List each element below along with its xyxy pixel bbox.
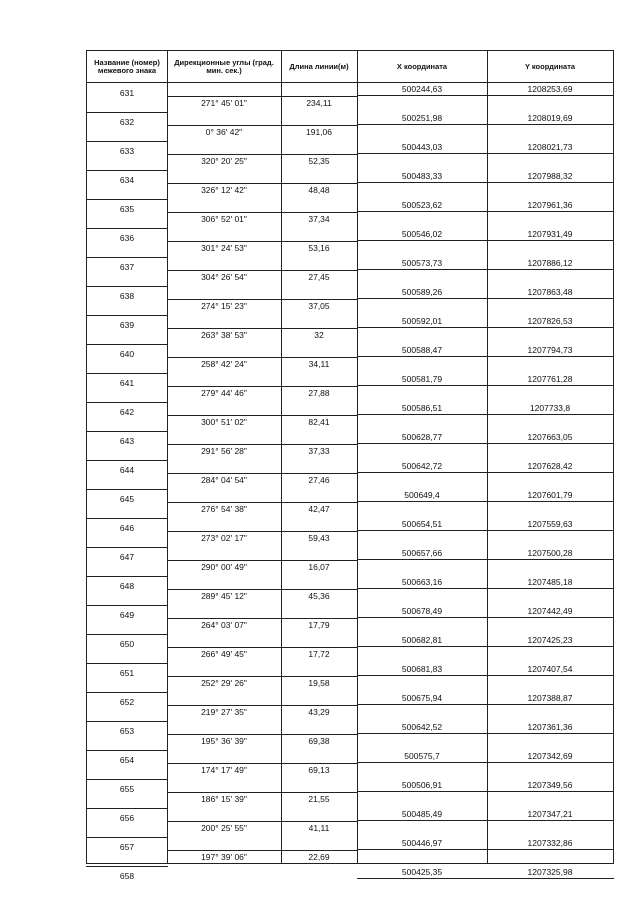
point-row-border: [86, 779, 168, 780]
segment-row-border: [167, 647, 358, 648]
y-coordinate: 1207826,53: [527, 316, 573, 326]
point-name: 657: [119, 842, 135, 852]
y-coordinate: 1207559,63: [527, 519, 573, 529]
header-line-length: Длина линии(м): [289, 61, 349, 71]
direction-angle: 258° 42' 24": [201, 359, 247, 369]
coordinate-row-border: [357, 298, 614, 299]
coordinate-row-border: [357, 762, 614, 763]
coordinate-row-border: [357, 878, 614, 879]
point-name: 656: [119, 813, 135, 823]
direction-angle: 304° 26' 54": [201, 272, 247, 282]
segment-row-border: [167, 328, 358, 329]
x-coordinate: 500483,33: [401, 171, 443, 181]
line-length: 17,72: [308, 649, 330, 659]
y-coordinate: 1208253,69: [527, 84, 573, 94]
line-length: 34,11: [308, 359, 330, 369]
table-border-left: [86, 50, 87, 863]
line-length: 53,16: [308, 243, 330, 253]
x-coordinate: 500654,51: [401, 519, 443, 529]
y-coordinate: 1207961,36: [527, 200, 573, 210]
y-coordinate: 1207332,86: [527, 838, 573, 848]
x-coordinate: 500628,77: [401, 432, 443, 442]
coordinate-row-border: [357, 675, 614, 676]
direction-angle: 263° 38' 53": [201, 330, 247, 340]
y-coordinate: 1207342,69: [527, 751, 573, 761]
line-length: 22,69: [308, 852, 330, 862]
x-coordinate: 500575,7: [404, 751, 440, 761]
x-coordinate: 500642,72: [401, 461, 443, 471]
line-length: 69,38: [308, 736, 330, 746]
coordinate-row-border: [357, 501, 614, 502]
y-coordinate: 1207988,32: [527, 171, 573, 181]
point-name: 658: [119, 871, 135, 881]
point-row-border: [86, 692, 168, 693]
line-length: 21,55: [308, 794, 330, 804]
coordinate-row-border: [357, 269, 614, 270]
x-coordinate: 500592,01: [401, 316, 443, 326]
header-y-coordinate: Y координата: [524, 61, 576, 71]
point-row-border: [86, 605, 168, 606]
direction-angle: 195° 36' 39": [201, 736, 247, 746]
y-coordinate: 1207500,28: [527, 548, 573, 558]
point-row-border: [86, 750, 168, 751]
header-point-name: Название (номер) межевого знака: [94, 57, 160, 75]
point-name: 654: [119, 755, 135, 765]
point-row-border: [86, 460, 168, 461]
coordinate-row-border: [357, 124, 614, 125]
point-name: 641: [119, 378, 135, 388]
point-row-border: [86, 431, 168, 432]
segment-row-border: [167, 473, 358, 474]
header-direction-angle: Дирекционные углы (град. мин. сек.): [174, 57, 274, 75]
point-row-border: [86, 315, 168, 316]
direction-angle: 219° 27' 35": [201, 707, 247, 717]
x-coordinate: 500642,52: [401, 722, 443, 732]
y-coordinate: 1207361,36: [527, 722, 573, 732]
x-coordinate: 500675,94: [401, 693, 443, 703]
x-coordinate: 500588,47: [401, 345, 443, 355]
coordinate-row-border: [357, 443, 614, 444]
point-name: 640: [119, 349, 135, 359]
segment-row-border: [167, 618, 358, 619]
line-length: 48,48: [308, 185, 330, 195]
segment-row-border: [167, 444, 358, 445]
line-length: 16,07: [308, 562, 330, 572]
segment-row-border: [167, 212, 358, 213]
line-length: 37,34: [308, 214, 330, 224]
point-row-border: [86, 518, 168, 519]
coordinate-row-border: [357, 791, 614, 792]
segment-row-border: [167, 270, 358, 271]
direction-angle: 300° 51' 02": [201, 417, 247, 427]
point-name: 636: [119, 233, 135, 243]
segment-row-border: [167, 241, 358, 242]
point-name: 633: [119, 146, 135, 156]
direction-angle: 290° 00' 49": [201, 562, 247, 572]
line-length: 234,11: [306, 98, 332, 108]
table-border-top: [86, 50, 614, 51]
point-name: 635: [119, 204, 135, 214]
segment-row-border: [167, 415, 358, 416]
segment-row-border: [167, 502, 358, 503]
coordinate-row-border: [357, 153, 614, 154]
x-coordinate: 500678,49: [401, 606, 443, 616]
y-coordinate: 1207485,18: [527, 577, 573, 587]
x-coordinate: 500443,03: [401, 142, 443, 152]
coordinate-row-border: [357, 588, 614, 589]
x-coordinate: 500649,4: [404, 490, 440, 500]
y-coordinate: 1207733,8: [529, 403, 571, 413]
point-row-border: [86, 257, 168, 258]
y-coordinate: 1207863,48: [527, 287, 573, 297]
point-row-border: [86, 373, 168, 374]
x-coordinate: 500251,98: [401, 113, 443, 123]
direction-angle: 306° 52' 01": [201, 214, 247, 224]
direction-angle: 252° 29' 26": [201, 678, 247, 688]
y-coordinate: 1207325,98: [527, 867, 573, 877]
x-coordinate: 500506,91: [401, 780, 443, 790]
point-row-border: [86, 112, 168, 113]
segment-row-border: [167, 560, 358, 561]
point-name: 653: [119, 726, 135, 736]
point-row-border: [86, 199, 168, 200]
x-coordinate: 500573,73: [401, 258, 443, 268]
y-coordinate: 1207931,49: [527, 229, 573, 239]
line-length: 17,79: [308, 620, 330, 630]
direction-angle: 200° 25' 55": [201, 823, 247, 833]
coordinate-row-border: [357, 704, 614, 705]
y-coordinate: 1207407,54: [527, 664, 573, 674]
coordinate-row-border: [357, 327, 614, 328]
y-coordinate: 1207347,21: [527, 809, 573, 819]
segment-row-border: [167, 357, 358, 358]
segment-row-border: [167, 125, 358, 126]
coordinate-row-border: [357, 646, 614, 647]
table-border-right: [613, 50, 614, 863]
x-coordinate: 500681,83: [401, 664, 443, 674]
x-coordinate: 500581,79: [401, 374, 443, 384]
direction-angle: 274° 15' 23": [201, 301, 247, 311]
point-name: 655: [119, 784, 135, 794]
point-name: 649: [119, 610, 135, 620]
y-coordinate: 1207663,05: [527, 432, 573, 442]
line-length: 37,05: [308, 301, 330, 311]
x-coordinate: 500586,51: [401, 403, 443, 413]
coordinate-row-border: [357, 472, 614, 473]
point-row-border: [86, 141, 168, 142]
point-row-border: [86, 170, 168, 171]
line-length: 27,88: [308, 388, 330, 398]
line-length: 27,46: [308, 475, 330, 485]
direction-angle: 289° 45' 12": [201, 591, 247, 601]
point-name: 642: [119, 407, 135, 417]
point-row-border: [86, 547, 168, 548]
segment-row-border: [167, 183, 358, 184]
header-x-coordinate: X координата: [396, 61, 448, 71]
y-coordinate: 1207794,73: [527, 345, 573, 355]
x-coordinate: 500663,16: [401, 577, 443, 587]
direction-angle: 320° 20' 25": [201, 156, 247, 166]
coordinate-row-border: [357, 95, 614, 96]
x-coordinate: 500523,62: [401, 200, 443, 210]
line-length: 191,06: [306, 127, 332, 137]
line-length: 32: [314, 330, 324, 340]
point-name: 639: [119, 320, 135, 330]
point-name: 647: [119, 552, 135, 562]
y-coordinate: 1207349,56: [527, 780, 573, 790]
direction-angle: 0° 36' 42": [205, 127, 243, 137]
x-coordinate: 500446,97: [401, 838, 443, 848]
segment-row-border: [167, 763, 358, 764]
segment-row-border: [167, 705, 358, 706]
x-coordinate: 500682,81: [401, 635, 443, 645]
y-coordinate: 1207425,23: [527, 635, 573, 645]
segment-row-border: [167, 734, 358, 735]
x-coordinate: 500485,49: [401, 809, 443, 819]
direction-angle: 271° 45' 01": [201, 98, 247, 108]
point-name: 632: [119, 117, 135, 127]
coordinate-row-border: [357, 356, 614, 357]
segment-row-border: [167, 96, 358, 97]
segment-row-border: [167, 589, 358, 590]
point-row-border: [86, 402, 168, 403]
point-name: 643: [119, 436, 135, 446]
direction-angle: 273° 02' 17": [201, 533, 247, 543]
segment-row-border: [167, 154, 358, 155]
point-name: 638: [119, 291, 135, 301]
y-coordinate: 1207761,28: [527, 374, 573, 384]
line-length: 59,43: [308, 533, 330, 543]
point-row-border: [86, 489, 168, 490]
table-border-bottom: [86, 863, 614, 864]
line-length: 37,33: [308, 446, 330, 456]
point-name: 651: [119, 668, 135, 678]
y-coordinate: 1208019,69: [527, 113, 573, 123]
direction-angle: 276° 54' 38": [201, 504, 247, 514]
coordinate-row-border: [357, 211, 614, 212]
coordinate-row-border: [357, 530, 614, 531]
point-name: 637: [119, 262, 135, 272]
point-name: 644: [119, 465, 135, 475]
segment-row-border: [167, 850, 358, 851]
segment-row-border: [167, 792, 358, 793]
line-length: 27,45: [308, 272, 330, 282]
y-coordinate: 1207886,12: [527, 258, 573, 268]
direction-angle: 197° 39' 06": [201, 852, 247, 862]
coordinate-row-border: [357, 240, 614, 241]
direction-angle: 326° 12' 42": [201, 185, 247, 195]
line-length: 82,41: [308, 417, 330, 427]
y-coordinate: 1207628,42: [527, 461, 573, 471]
x-coordinate: 500244,63: [401, 84, 443, 94]
direction-angle: 284° 04' 54": [201, 475, 247, 485]
point-row-border: [86, 808, 168, 809]
line-length: 19,58: [308, 678, 330, 688]
line-length: 69,13: [308, 765, 330, 775]
point-name: 646: [119, 523, 135, 533]
y-coordinate: 1207442,49: [527, 606, 573, 616]
coordinate-row-border: [357, 733, 614, 734]
coordinate-row-border: [357, 385, 614, 386]
point-name: 652: [119, 697, 135, 707]
point-row-border: [86, 228, 168, 229]
point-row-border: [86, 837, 168, 838]
segment-row-border: [167, 299, 358, 300]
line-length: 42,47: [308, 504, 330, 514]
point-row-border: [86, 663, 168, 664]
x-coordinate: 500425,35: [401, 867, 443, 877]
point-name: 645: [119, 494, 135, 504]
direction-angle: 186° 15' 39": [201, 794, 247, 804]
point-row-border: [86, 286, 168, 287]
coordinate-row-border: [357, 182, 614, 183]
x-coordinate: 500546,02: [401, 229, 443, 239]
point-name: 648: [119, 581, 135, 591]
direction-angle: 266° 49' 45": [201, 649, 247, 659]
point-name: 634: [119, 175, 135, 185]
direction-angle: 291° 56' 28": [201, 446, 247, 456]
y-coordinate: 1208021,73: [527, 142, 573, 152]
direction-angle: 264° 03' 07": [201, 620, 247, 630]
coordinate-row-border: [357, 820, 614, 821]
direction-angle: 174° 17' 49": [201, 765, 247, 775]
line-length: 45,36: [308, 591, 330, 601]
point-row-border: [86, 866, 168, 867]
point-name: 650: [119, 639, 135, 649]
direction-angle: 279° 44' 46": [201, 388, 247, 398]
line-length: 41,11: [308, 823, 330, 833]
coordinate-row-border: [357, 414, 614, 415]
point-row-border: [86, 344, 168, 345]
y-coordinate: 1207388,87: [527, 693, 573, 703]
segment-row-border: [167, 676, 358, 677]
x-coordinate: 500589,26: [401, 287, 443, 297]
coordinate-row-border: [357, 849, 614, 850]
line-length: 43,29: [308, 707, 330, 717]
point-row-border: [86, 721, 168, 722]
y-coordinate: 1207601,79: [527, 490, 573, 500]
header-bottom-border: [86, 82, 614, 83]
direction-angle: 301° 24' 53": [201, 243, 247, 253]
segment-row-border: [167, 531, 358, 532]
line-length: 52,35: [308, 156, 330, 166]
point-name: 631: [119, 88, 135, 98]
coordinate-row-border: [357, 559, 614, 560]
point-row-border: [86, 634, 168, 635]
point-row-border: [86, 576, 168, 577]
coordinate-row-border: [357, 617, 614, 618]
x-coordinate: 500657,66: [401, 548, 443, 558]
segment-row-border: [167, 821, 358, 822]
segment-row-border: [167, 386, 358, 387]
